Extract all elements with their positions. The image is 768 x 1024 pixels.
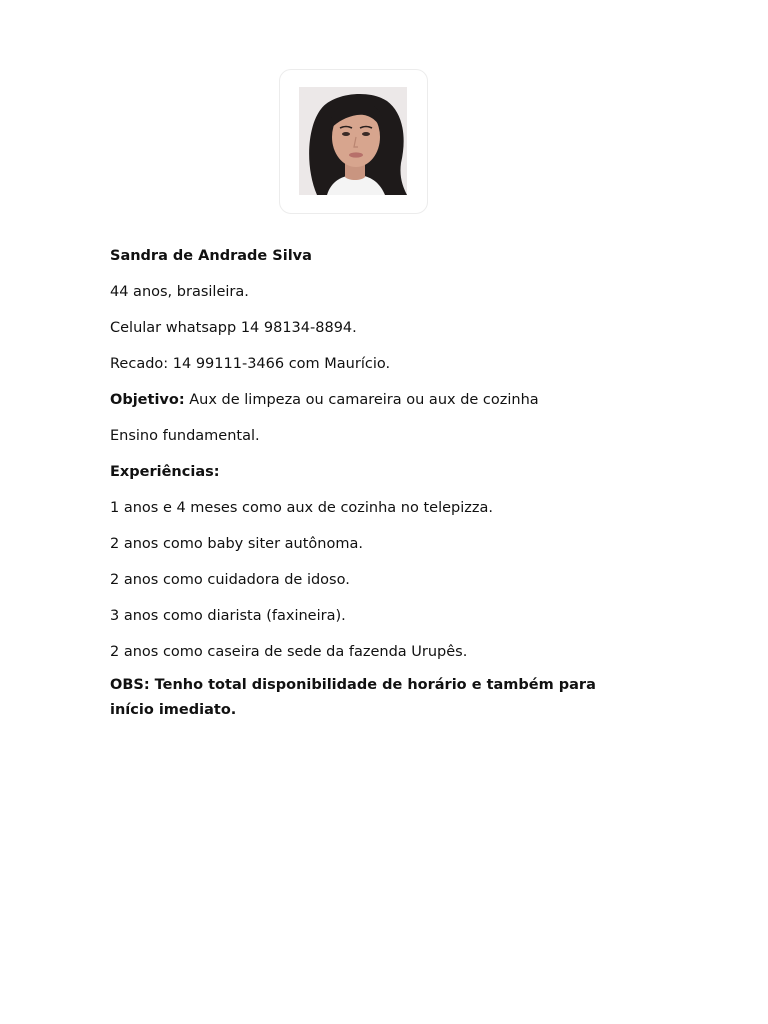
age-nationality: 44 anos, brasileira.: [110, 284, 249, 300]
objective-value: Aux de limpeza ou camareira ou aux de cozinha: [184, 392, 539, 408]
objective-label: Objetivo:: [110, 392, 185, 408]
portrait-illustration: [299, 87, 407, 195]
experience-item: 2 anos como caseira de sede da fazenda Urupês.: [110, 644, 468, 660]
message-contact: Recado: 14 99111-3466 com Maurício.: [110, 356, 391, 372]
experience-item: 2 anos como baby siter autônoma.: [110, 536, 363, 552]
experience-item: 1 anos e 4 meses como aux de cozinha no telepizza.: [110, 500, 493, 516]
profile-photo: [299, 87, 407, 195]
resume-content: [110, 246, 630, 723]
photo-frame: [279, 69, 428, 214]
experience-item: 2 anos como cuidadora de idoso.: [110, 572, 350, 588]
experience-item: 3 anos como diarista (faxineira).: [110, 608, 346, 624]
phone-whatsapp: Celular whatsapp 14 98134-8894.: [110, 320, 357, 336]
obs-note: OBS: Tenho total disponibilidade de horário e também para início imediato.: [110, 677, 596, 718]
experiences-title: Experiências:: [110, 464, 220, 480]
objective: [110, 390, 630, 426]
education: Ensino fundamental.: [110, 428, 260, 444]
candidate-name: Sandra de Andrade Silva: [110, 248, 312, 264]
